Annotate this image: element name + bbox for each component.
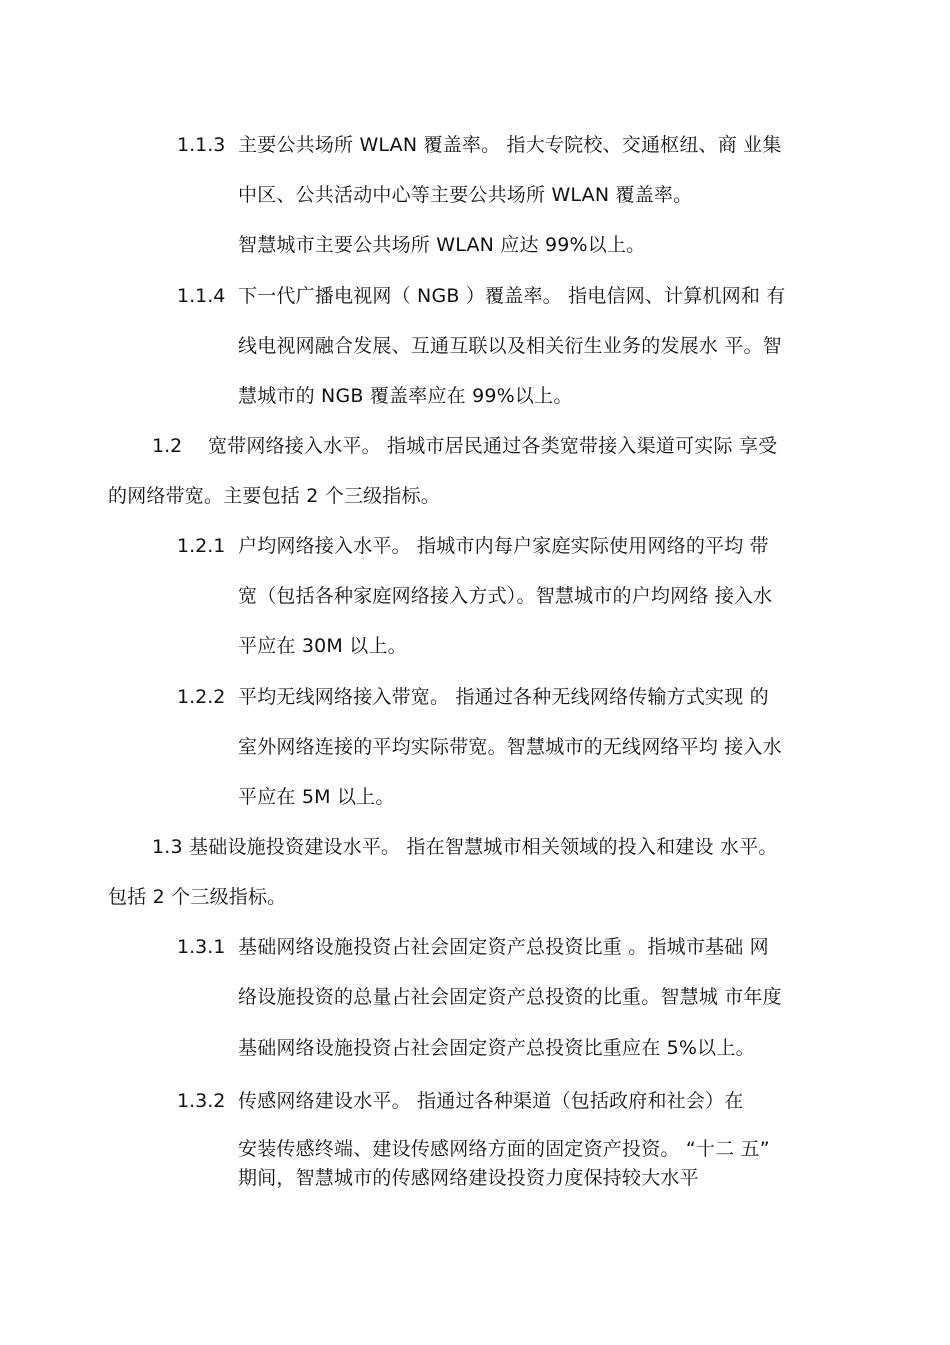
section-number: 1.2.2 <box>177 686 226 708</box>
section-number: 1.1.3 <box>177 134 226 156</box>
text-line: 络设施投资的总量占社会固定资产总投资的比重。智慧城 市年度 <box>238 986 782 1008</box>
text-line: 1.3 基础设施投资建设水平。 指在智慧城市相关领域的投入和建设 水平。 <box>152 836 778 858</box>
section-number: 1.2 <box>152 435 183 457</box>
text-line: 的网络带宽。主要包括 2 个三级指标。 <box>108 485 440 507</box>
text-line: 期间，智慧城市的传感网络建设投资力度保持较大水平 <box>238 1167 699 1189</box>
text-line: 基础网络设施投资占社会固定资产总投资比重应在 5%以上。 <box>238 1037 755 1059</box>
text-line: 平应在 5M 以上。 <box>238 786 395 808</box>
text-line: 智慧城市主要公共场所 WLAN 应达 99%以上。 <box>238 234 646 256</box>
text-line: 安装传感终端、建设传感网络方面的固定资产投资。 “十二 五” <box>238 1138 770 1160</box>
section-number: 1.1.4 <box>177 285 226 307</box>
text-line: 线电视网融合发展、互通互联以及相关衍生业务的发展水 平。智 <box>238 335 782 357</box>
text-line: 传感网络建设水平。 指通过各种渠道（包括政府和社会）在 <box>238 1090 744 1112</box>
text-line: 室外网络连接的平均实际带宽。智慧城市的无线网络平均 接入水 <box>238 736 782 758</box>
section-number: 1.3.1 <box>177 936 226 958</box>
text-line: 户均网络接入水平。 指城市内每户家庭实际使用网络的平均 带 <box>238 535 769 557</box>
text-line: 平应在 30M 以上。 <box>238 635 407 657</box>
text-line: 基础网络设施投资占社会固定资产总投资比重 。指城市基础 网 <box>238 936 769 958</box>
text-line: 下一代广播电视网（ NGB ）覆盖率。 指电信网、计算机网和 有 <box>238 285 786 307</box>
text-line: 平均无线网络接入带宽。 指通过各种无线网络传输方式实现 的 <box>238 686 769 708</box>
text-line: 宽带网络接入水平。 指城市居民通过各类宽带接入渠道可实际 享受 <box>208 435 778 457</box>
section-number: 1.3.2 <box>177 1090 226 1112</box>
section-number: 1.2.1 <box>177 535 226 557</box>
text-line: 中区、公共活动中心等主要公共场所 WLAN 覆盖率。 <box>238 184 693 206</box>
text-line: 宽（包括各种家庭网络接入方式）。智慧城市的户均网络 接入水 <box>238 585 773 607</box>
text-line: 包括 2 个三级指标。 <box>108 886 287 908</box>
text-line: 主要公共场所 WLAN 覆盖率。 指大专院校、交通枢纽、商 业集 <box>238 134 782 156</box>
text-line: 慧城市的 NGB 覆盖率应在 99%以上。 <box>238 385 573 407</box>
